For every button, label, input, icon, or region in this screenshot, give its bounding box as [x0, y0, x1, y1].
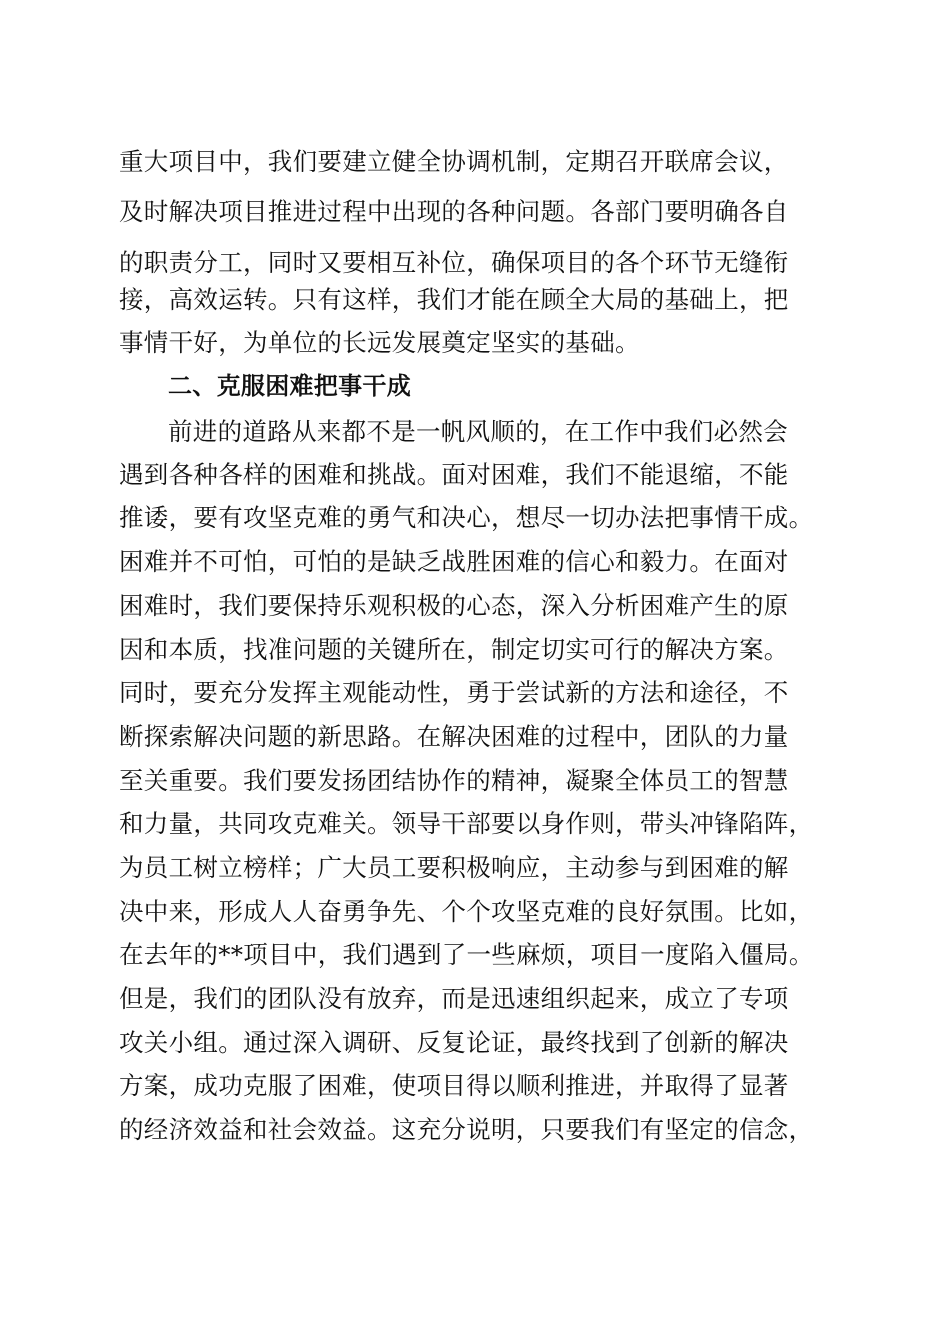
- paragraph-line: 困难时，我们要保持乐观积极的心态，深入分析困难产生的原: [119, 591, 789, 620]
- paragraph-line: 因和本质，找准问题的关键所在，制定切实可行的解决方案。: [119, 635, 789, 664]
- paragraph-line: 方案，成功克服了困难，使项目得以顺利推进，并取得了显著: [119, 1071, 789, 1100]
- paragraph-line: 断探索解决问题的新思路。在解决困难的过程中，团队的力量: [119, 722, 789, 751]
- paragraph-line: 推诿，要有攻坚克难的勇气和决心，想尽一切办法把事情干成。: [119, 503, 814, 532]
- paragraph-line: 和力量，共同攻克难关。领导干部要以身作则，带头冲锋陷阵，: [119, 809, 814, 838]
- paragraph-line: 但是，我们的团队没有放弃，而是迅速组织起来，成立了专项: [119, 984, 789, 1013]
- section-heading: 二、克服困难把事干成: [168, 372, 411, 400]
- paragraph-line: 的职责分工，同时又要相互补位，确保项目的各个环节无缝衔: [119, 248, 789, 277]
- paragraph-line: 同时，要充分发挥主观能动性，勇于尝试新的方法和途径，不: [119, 678, 789, 707]
- paragraph-line: 前进的道路从来都不是一帆风顺的，在工作中我们必然会: [168, 417, 788, 446]
- paragraph-line: 遇到各种各样的困难和挑战。面对困难，我们不能退缩，不能: [119, 460, 789, 489]
- paragraph-line: 决中来，形成人人奋勇争先、个个攻坚克难的良好氛围。比如，: [119, 897, 814, 926]
- paragraph-line: 为员工树立榜样；广大员工要积极响应，主动参与到困难的解: [119, 853, 789, 882]
- paragraph-line: 事情干好，为单位的长远发展奠定坚实的基础。: [119, 328, 640, 357]
- paragraph-line: 至关重要。我们要发扬团结协作的精神，凝聚全体员工的智慧: [119, 766, 789, 795]
- paragraph-line: 及时解决项目推进过程中出现的各种问题。各部门要明确各自: [119, 197, 789, 226]
- paragraph-line: 攻关小组。通过深入调研、反复论证，最终找到了创新的解决: [119, 1028, 789, 1057]
- paragraph-line: 困难并不可怕，可怕的是缺乏战胜困难的信心和毅力。在面对: [119, 547, 789, 576]
- paragraph-line: 接，高效运转。只有这样，我们才能在顾全大局的基础上，把: [119, 285, 789, 314]
- paragraph-line: 重大项目中，我们要建立健全协调机制，定期召开联席会议，: [119, 147, 789, 176]
- paragraph-line: 的经济效益和社会效益。这充分说明，只要我们有坚定的信念，: [119, 1115, 814, 1144]
- paragraph-line: 在去年的**项目中，我们遇到了一些麻烦，项目一度陷入僵局。: [119, 940, 814, 969]
